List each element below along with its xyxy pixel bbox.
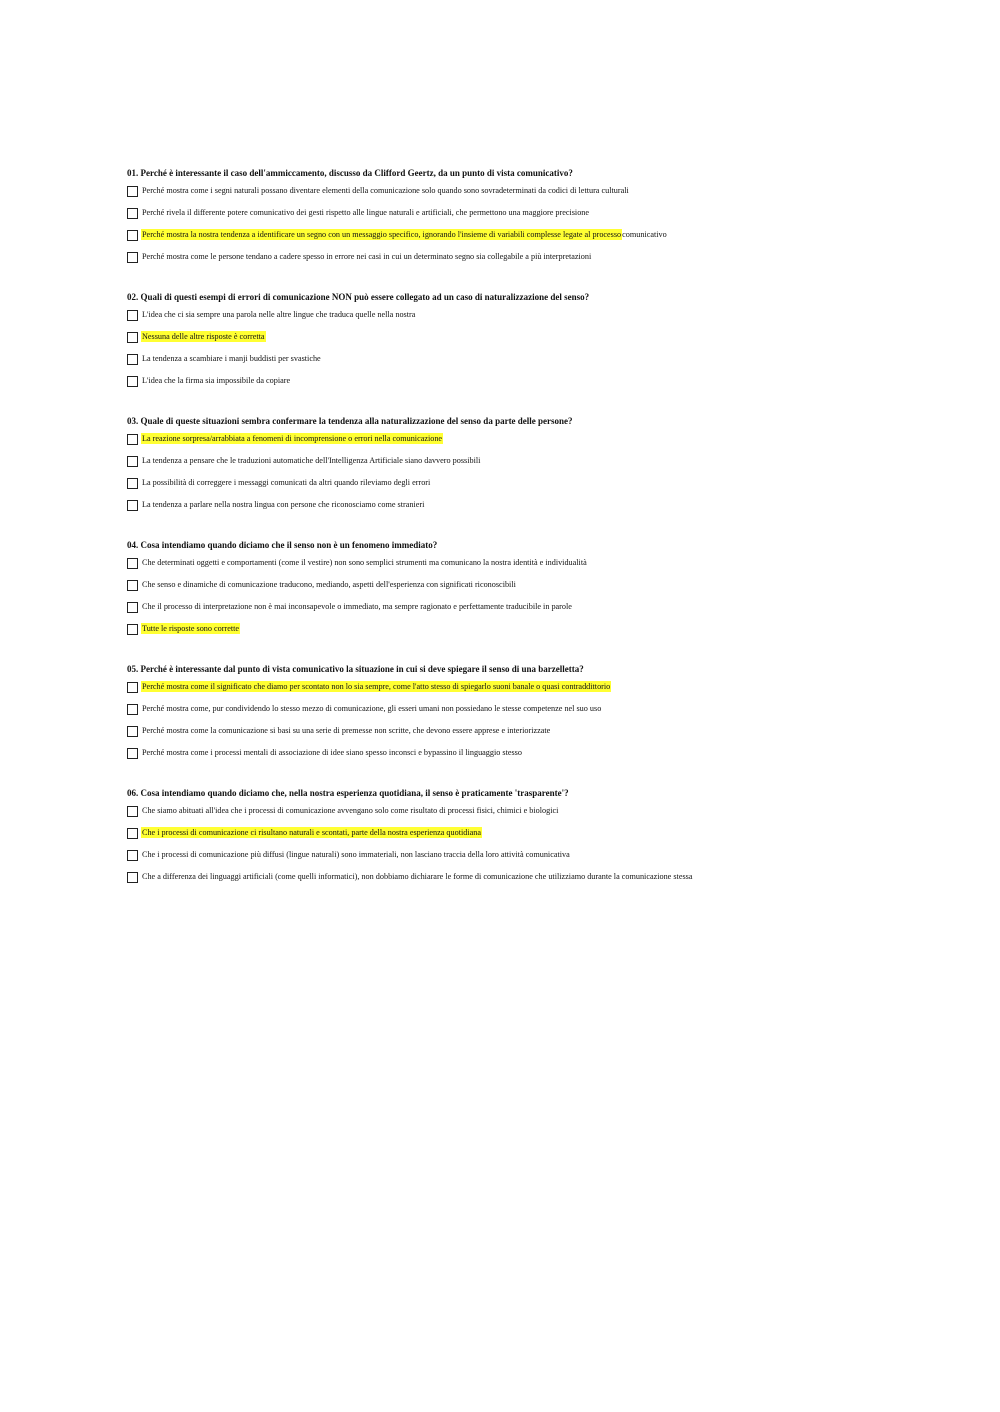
answer-text-continuation: comunicativo	[622, 230, 667, 239]
answer-text: Perché mostra come i segni naturali possano diventare elementi della comunicazione solo quando sono sovradeterminati da codici di lettura culturali	[142, 186, 629, 195]
quiz-document	[127, 167, 987, 911]
answer-text: Perché mostra come, pur condividendo lo stesso mezzo di comunicazione, gli esseri umani non possiedano le stesse competenze nel suo uso	[142, 704, 602, 713]
answer-checkbox[interactable]	[127, 376, 138, 387]
answer-checkbox[interactable]	[127, 500, 138, 511]
answer-checkbox[interactable]	[127, 682, 138, 693]
answer-option	[127, 207, 987, 229]
question-title: 03. Quale di queste situazioni sembra confermare la tendenza alla naturalizzazione del senso da parte delle persone?	[127, 416, 573, 426]
answer-option-highlighted	[127, 681, 987, 703]
answer-text: Perché mostra la nostra tendenza a identificare un segno con un messaggio specifico, ignorando l'insieme di variabili complesse legate al processo	[142, 230, 622, 239]
answer-option	[127, 353, 987, 375]
answer-checkbox[interactable]	[127, 580, 138, 591]
question-title: 04. Cosa intendiamo quando diciamo che il senso non è un fenomeno immediato?	[127, 540, 438, 550]
answer-option	[127, 579, 987, 601]
answer-option	[127, 601, 987, 623]
answer-checkbox[interactable]	[127, 704, 138, 715]
answer-text: Perché mostra come il significato che diamo per scontato non lo sia sempre, come l'atto stesso di spiegarlo suoni banale o quasi contraddittorio	[142, 682, 611, 691]
question-title: 05. Perché è interessante dal punto di vista comunicativo la situazione in cui si deve spiegare il senso di una barzelletta?	[127, 664, 584, 674]
answer-text: La tendenza a pensare che le traduzioni automatiche dell'Intelligenza Artificiale siano davvero possibili	[142, 456, 481, 465]
answer-text: Che determinati oggetti e comportamenti (come il vestire) non sono semplici strumenti ma comunicano la nostra identità e individualità	[142, 558, 587, 567]
question-title: 02. Quali di questi esempi di errori di comunicazione NON può essere collegato ad un caso di naturalizzazione del senso?	[127, 292, 590, 302]
answer-option-highlighted	[127, 433, 987, 455]
answer-text: Che il processo di interpretazione non è mai inconsapevole o immediato, ma sempre ragionato e perfettamente traducibile in parole	[142, 602, 572, 611]
answer-checkbox[interactable]	[127, 252, 138, 263]
answer-option	[127, 557, 987, 579]
answer-option	[127, 805, 987, 827]
question-03	[127, 415, 987, 521]
answer-option	[127, 871, 987, 893]
answer-text: La reazione sorpresa/arrabbiata a fenomeni di incomprensione o errori nella comunicazione	[142, 434, 443, 443]
question-05	[127, 663, 987, 769]
answer-text: Perché mostra come la comunicazione si basi su una serie di premesse non scritte, che devono essere apprese e interiorizzate	[142, 726, 551, 735]
answer-option-highlighted	[127, 827, 987, 849]
answer-checkbox[interactable]	[127, 748, 138, 759]
answer-text: La tendenza a parlare nella nostra lingua con persone che riconosciamo come stranieri	[142, 500, 425, 509]
answer-option	[127, 703, 987, 725]
answer-text: Perché mostra come le persone tendano a cadere spesso in errore nei casi in cui un determinato segno sia collegabile a più interpretazioni	[142, 252, 592, 261]
answer-option	[127, 725, 987, 747]
answer-option-highlighted	[127, 229, 987, 251]
answer-text: Perché mostra come i processi mentali di associazione di idee siano spesso inconsci e bypassino il linguaggio stesso	[142, 748, 522, 757]
answer-text: Tutte le risposte sono corrette	[142, 624, 240, 633]
answer-option	[127, 849, 987, 871]
question-02	[127, 291, 987, 397]
answer-checkbox[interactable]	[127, 456, 138, 467]
question-title: 06. Cosa intendiamo quando diciamo che, nella nostra esperienza quotidiana, il senso è praticamente 'trasparente'?	[127, 788, 569, 798]
answer-text: L'idea che la firma sia impossibile da copiare	[142, 376, 291, 385]
answer-checkbox[interactable]	[127, 478, 138, 489]
answer-checkbox[interactable]	[127, 186, 138, 197]
answer-checkbox[interactable]	[127, 806, 138, 817]
answer-option-highlighted	[127, 331, 987, 353]
answer-option	[127, 747, 987, 769]
answer-text: Che senso e dinamiche di comunicazione traducono, mediando, aspetti dell'esperienza con significati riconoscibili	[142, 580, 516, 589]
answer-option	[127, 499, 987, 521]
answer-option	[127, 309, 987, 331]
answer-option	[127, 477, 987, 499]
answer-checkbox[interactable]	[127, 434, 138, 445]
answer-checkbox[interactable]	[127, 310, 138, 321]
question-01	[127, 167, 987, 273]
answer-checkbox[interactable]	[127, 624, 138, 635]
answer-checkbox[interactable]	[127, 602, 138, 613]
question-06	[127, 787, 987, 893]
answer-text: Che i processi di comunicazione più diffusi (lingue naturali) sono immateriali, non lasciano traccia della loro attività comunicativa	[142, 850, 570, 859]
answer-text: Perché rivela il differente potere comunicativo dei gesti rispetto alle lingue naturali e artificiali, che permettono una maggiore precisione	[142, 208, 590, 217]
answer-option	[127, 251, 987, 273]
answer-checkbox[interactable]	[127, 558, 138, 569]
answer-text: Che a differenza dei linguaggi artificiali (come quelli informatici), non dobbiamo dichiarare le forme di comunicazione che utilizziamo durante la comunicazione stessa	[142, 872, 693, 881]
answer-checkbox[interactable]	[127, 726, 138, 737]
answer-text: Nessuna delle altre risposte è corretta	[142, 332, 265, 341]
answer-checkbox[interactable]	[127, 208, 138, 219]
answer-text: Che i processi di comunicazione ci risultano naturali e scontati, parte della nostra esperienza quotidiana	[142, 828, 481, 837]
answer-checkbox[interactable]	[127, 230, 138, 241]
answer-option-highlighted	[127, 623, 987, 645]
answer-checkbox[interactable]	[127, 828, 138, 839]
answer-text: La possibilità di correggere i messaggi comunicati da altri quando rileviamo degli errori	[142, 478, 431, 487]
answer-text: L'idea che ci sia sempre una parola nelle altre lingue che traduca quelle nella nostra	[142, 310, 416, 319]
answer-text: La tendenza a scambiare i manji buddisti per svastiche	[142, 354, 321, 363]
answer-text: Che siamo abituati all'idea che i processi di comunicazione avvengano solo come risultato di processi fisici, chimici e biologici	[142, 806, 559, 815]
answer-option	[127, 375, 987, 397]
question-04	[127, 539, 987, 645]
answer-option	[127, 455, 987, 477]
question-title: 01. Perché è interessante il caso dell'ammiccamento, discusso da Clifford Geertz, da un punto di vista comunicativo?	[127, 168, 573, 178]
answer-checkbox[interactable]	[127, 332, 138, 343]
answer-checkbox[interactable]	[127, 354, 138, 365]
answer-checkbox[interactable]	[127, 850, 138, 861]
answer-option	[127, 185, 987, 207]
answer-checkbox[interactable]	[127, 872, 138, 883]
